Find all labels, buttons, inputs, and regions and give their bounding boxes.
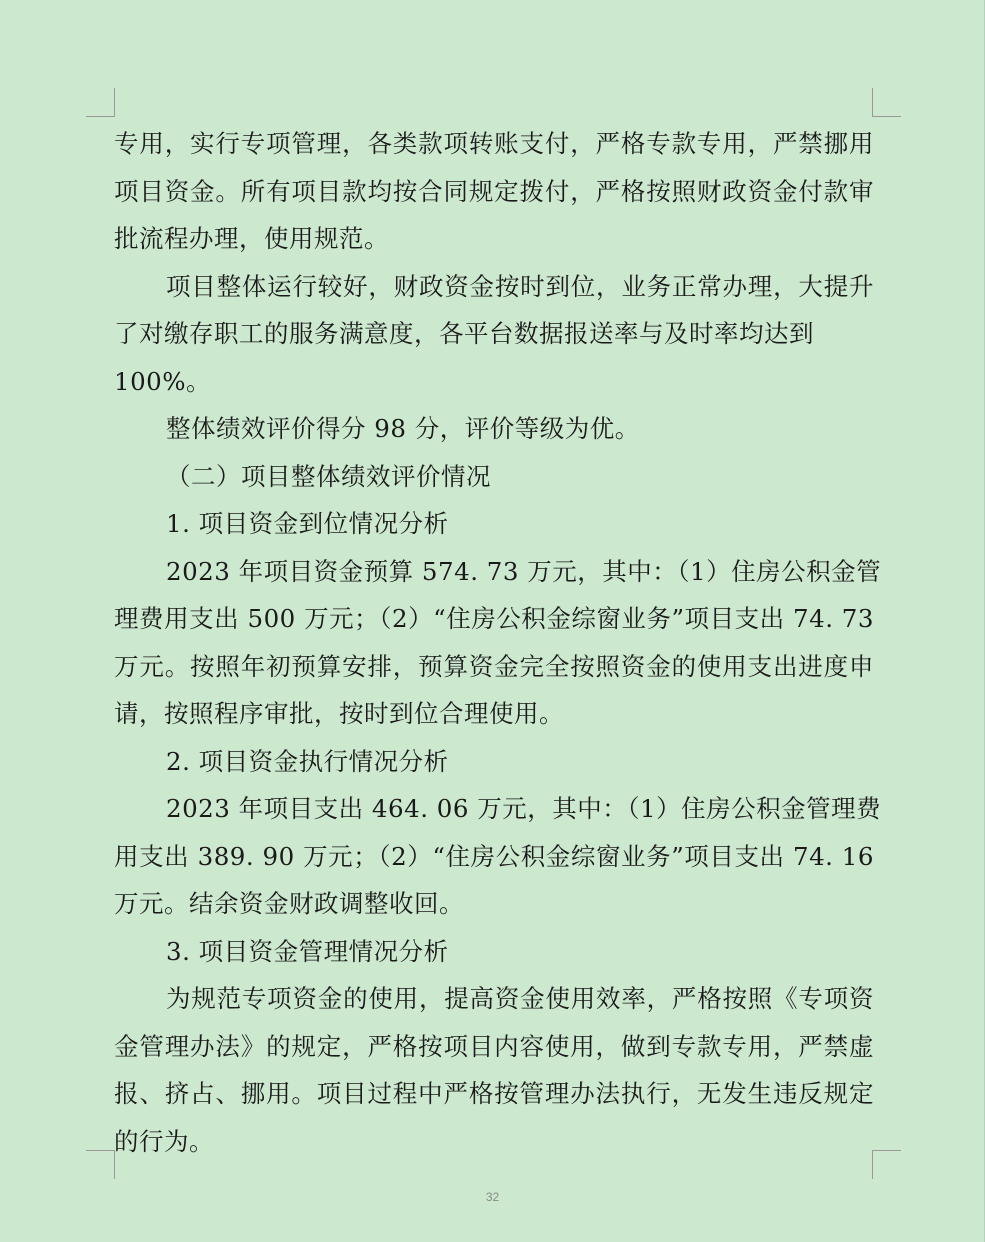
subsection-heading: 1. 项目资金到位情况分析 bbox=[166, 509, 449, 538]
text-line: 批流程办理，使用规范。 bbox=[114, 224, 389, 253]
text-line: 专用，实行专项管理，各类款项转账支付，严格专款专用，严禁挪用 bbox=[114, 129, 874, 158]
text-line: 2023 年项目支出 464. 06 万元，其中：（1）住房公积金管理费 bbox=[166, 794, 882, 823]
text-line: 用支出 389. 90 万元；（2）“住房公积金综窗业务”项目支出 74. 16 bbox=[114, 841, 874, 871]
section-heading: （二）项目整体绩效评价情况 bbox=[166, 461, 491, 491]
crop-mark-bottom-left bbox=[86, 1150, 115, 1179]
text-line: 为规范专项资金的使用，提高资金使用效率，严格按照《专项资 bbox=[166, 984, 874, 1013]
text-line: 2023 年项目资金预算 574. 73 万元，其中：（1）住房公积金管 bbox=[166, 556, 882, 586]
text-line: 万元。按照年初预算安排，预算资金完全按照资金的使用支出进度申 bbox=[114, 651, 874, 681]
crop-mark-bottom-right bbox=[872, 1150, 901, 1179]
text-line: 了对缴存职工的服务满意度，各平台数据报送率与及时率均达到 bbox=[114, 319, 814, 348]
subsection-heading: 2. 项目资金执行情况分析 bbox=[166, 746, 449, 776]
text-line: 请，按照程序审批，按时到位合理使用。 bbox=[114, 699, 564, 728]
text-line: 整体绩效评价得分 98 分，评价等级为优。 bbox=[166, 414, 640, 443]
text-line: 100%。 bbox=[114, 366, 212, 396]
text-line: 项目整体运行较好，财政资金按时到位，业务正常办理，大提升 bbox=[166, 271, 874, 301]
crop-mark-top-left bbox=[86, 88, 115, 117]
text-line: 万元。结余资金财政调整收回。 bbox=[114, 889, 464, 918]
text-line: 的行为。 bbox=[114, 1126, 214, 1156]
text-line: 金管理办法》的规定，严格按项目内容使用，做到专款专用，严禁虚 bbox=[114, 1031, 874, 1061]
text-line: 项目资金。所有项目款均按合同规定拨付，严格按照财政资金付款审 bbox=[114, 176, 874, 206]
page-number: 32 bbox=[485, 1190, 500, 1204]
crop-mark-top-right bbox=[872, 88, 901, 117]
text-line: 理费用支出 500 万元；（2）“住房公积金综窗业务”项目支出 74. 73 bbox=[114, 604, 874, 633]
text-line: 报、挤占、挪用。项目过程中严格按管理办法执行，无发生违反规定 bbox=[114, 1079, 874, 1108]
body-text bbox=[114, 120, 882, 1165]
subsection-heading: 3. 项目资金管理情况分析 bbox=[166, 936, 449, 966]
